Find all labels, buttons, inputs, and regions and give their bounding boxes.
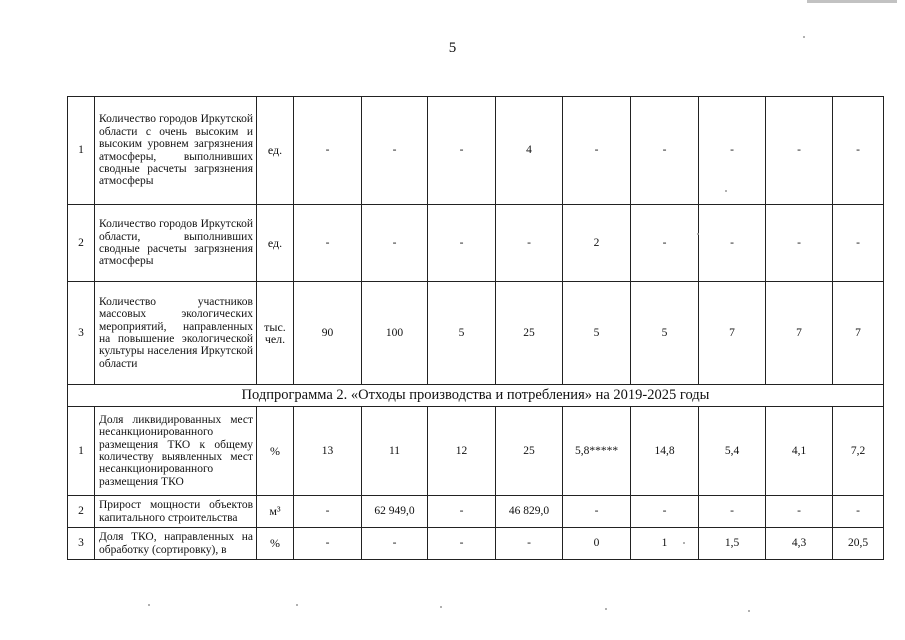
value-cell: - [833,496,884,528]
page-number: 5 [448,40,457,56]
table-row [68,97,884,205]
section-title: Подпрограмма 2. «Отходы производства и потребления» на 2019-2025 годы [68,385,884,407]
value-cell: - [766,205,833,282]
value-cell: - [496,528,563,560]
unit-cell: % [257,528,294,560]
indicator-name: Количество участников массовых экологических мероприятий, направленных на повышение экологической культуры населения Иркутской области [95,282,257,385]
value-cell: - [833,205,884,282]
row-number: 1 [68,97,95,205]
value-cell: - [294,205,362,282]
scan-speck [748,610,750,612]
value-cell: - [294,496,362,528]
value-cell: 62 949,0 [362,496,428,528]
value-cell: - [631,97,699,205]
row-number: 2 [68,496,95,528]
indicator-name: Доля ТКО, направленных на обработку (сортировку), в [95,528,257,560]
unit-cell: % [257,407,294,496]
value-cell: 90 [294,282,362,385]
value-cell: - [563,97,631,205]
value-cell: 7 [699,282,766,385]
indicators-table [67,96,884,560]
value-cell: 25 [496,407,563,496]
section-header-row [68,385,884,407]
value-cell: - [833,97,884,205]
value-cell: 7 [766,282,833,385]
value-cell: 5 [631,282,699,385]
value-cell: - [699,496,766,528]
scan-speck [725,190,727,192]
value-cell: 25 [496,282,563,385]
value-cell: - [631,205,699,282]
indicator-name: Прирост мощности объектов капитального строительства [95,496,257,528]
value-cell: - [563,496,631,528]
table-row [68,496,884,528]
value-cell: - [428,97,496,205]
scan-speck [440,606,442,608]
value-cell: 1,5 [699,528,766,560]
scan-edge-mark [807,0,897,3]
value-cell: 5,8***** [563,407,631,496]
value-cell: - [428,528,496,560]
scan-speck [803,36,805,38]
value-cell: - [362,528,428,560]
row-number: 3 [68,528,95,560]
unit-cell: ед. [257,205,294,282]
value-cell: 11 [362,407,428,496]
table-row [68,282,884,385]
value-cell: 0 [563,528,631,560]
value-cell: - [294,528,362,560]
value-cell: 7 [833,282,884,385]
table-row [68,205,884,282]
value-cell: 1 [631,528,699,560]
scan-speck [296,604,298,606]
value-cell: - [766,97,833,205]
value-cell: 4 [496,97,563,205]
value-cell: 46 829,0 [496,496,563,528]
value-cell: - [496,205,563,282]
value-cell: 12 [428,407,496,496]
value-cell: - [294,97,362,205]
value-cell: - [699,97,766,205]
scan-speck [697,233,699,235]
scan-speck [683,542,685,544]
indicator-name: Доля ликвидированных мест несанкционированного размещения ТКО к общему количеству выявленных мест несанкционированного размещения ТКО [95,407,257,496]
value-cell: 13 [294,407,362,496]
value-cell: 2 [563,205,631,282]
value-cell: 4,1 [766,407,833,496]
value-cell: 14,8 [631,407,699,496]
table-row [68,528,884,560]
value-cell: - [362,97,428,205]
value-cell: 7,2 [833,407,884,496]
row-number: 2 [68,205,95,282]
value-cell: - [631,496,699,528]
value-cell: 4,3 [766,528,833,560]
unit-cell: ед. [257,97,294,205]
table-row [68,407,884,496]
unit-cell: м³ [257,496,294,528]
value-cell: - [428,205,496,282]
row-number: 1 [68,407,95,496]
indicator-name: Количество городов Иркутской области с очень высоким и высоким уровнем загрязнения атмосферы, выполнивших сводные расчеты загрязнения атмосферы [95,97,257,205]
scan-speck [605,608,607,610]
value-cell: - [699,205,766,282]
unit-cell: тыс. чел. [257,282,294,385]
value-cell: - [766,496,833,528]
row-number: 3 [68,282,95,385]
value-cell: 20,5 [833,528,884,560]
value-cell: - [362,205,428,282]
value-cell: 100 [362,282,428,385]
value-cell: 5,4 [699,407,766,496]
value-cell: 5 [428,282,496,385]
value-cell: - [428,496,496,528]
scan-speck [148,604,150,606]
indicator-name: Количество городов Иркутской области, выполнивших сводные расчеты загрязнения атмосферы [95,205,257,282]
value-cell: 5 [563,282,631,385]
